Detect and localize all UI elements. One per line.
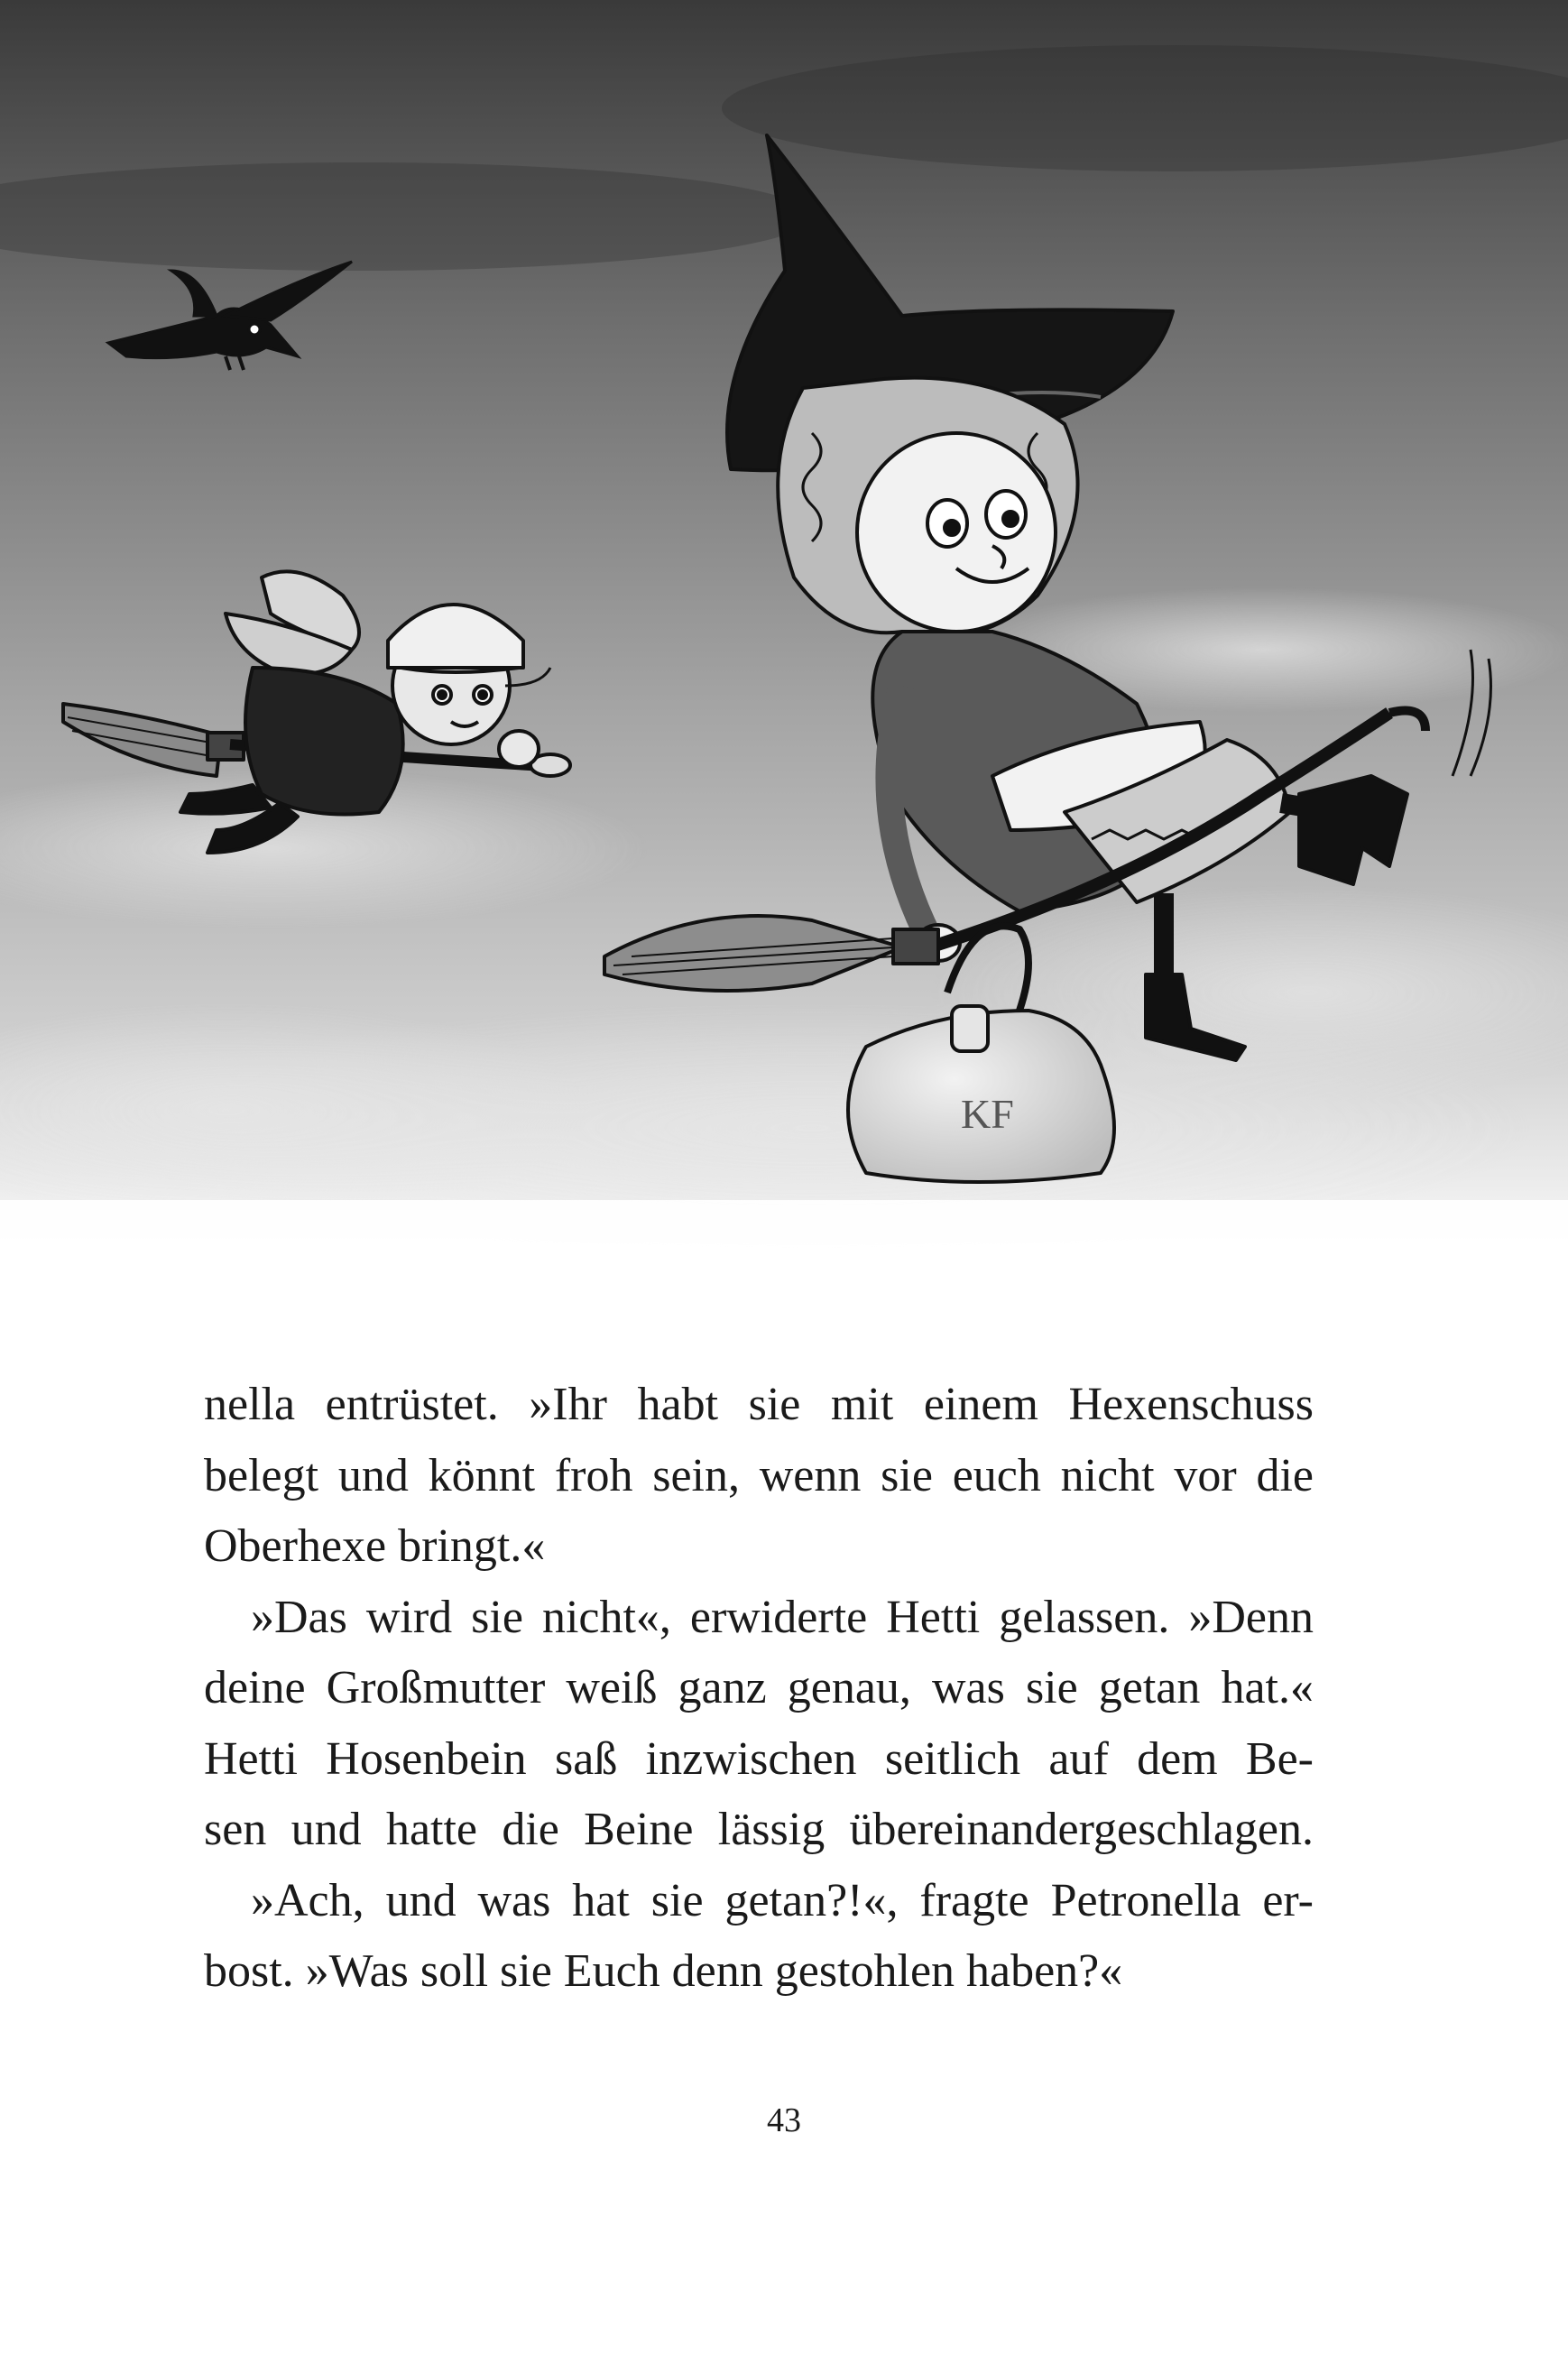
text-line: Oberhexe bringt.« (204, 1520, 546, 1572)
bag-monogram: KF (961, 1091, 1014, 1137)
text-line: bost. »Was soll sie Euch denn gestohlen haben?« (204, 1945, 1123, 1997)
body-text (204, 1370, 1314, 2008)
text-line: »Ach, und was hat sie getan?!«, fragte Petronella er- (251, 1874, 1314, 1926)
text-line: sen und hatte die Beine lässig übereinandergeschlagen. (204, 1804, 1314, 1855)
text-line: belegt und könnt froh sein, wenn sie euch nicht vor die (204, 1449, 1314, 1501)
text-line: »Das wird sie nicht«, erwiderte Hetti gelassen. »Denn (251, 1591, 1314, 1643)
page-number: 43 (767, 2101, 801, 2139)
text-line: nella entrüstet. »Ihr habt sie mit einem Hexenschuss (204, 1379, 1314, 1430)
text-line: deine Großmutter weiß ganz genau, was sie getan hat.« (204, 1662, 1314, 1713)
text-line: Hetti Hosenbein saß inzwischen seitlich auf dem Be- (204, 1732, 1314, 1785)
